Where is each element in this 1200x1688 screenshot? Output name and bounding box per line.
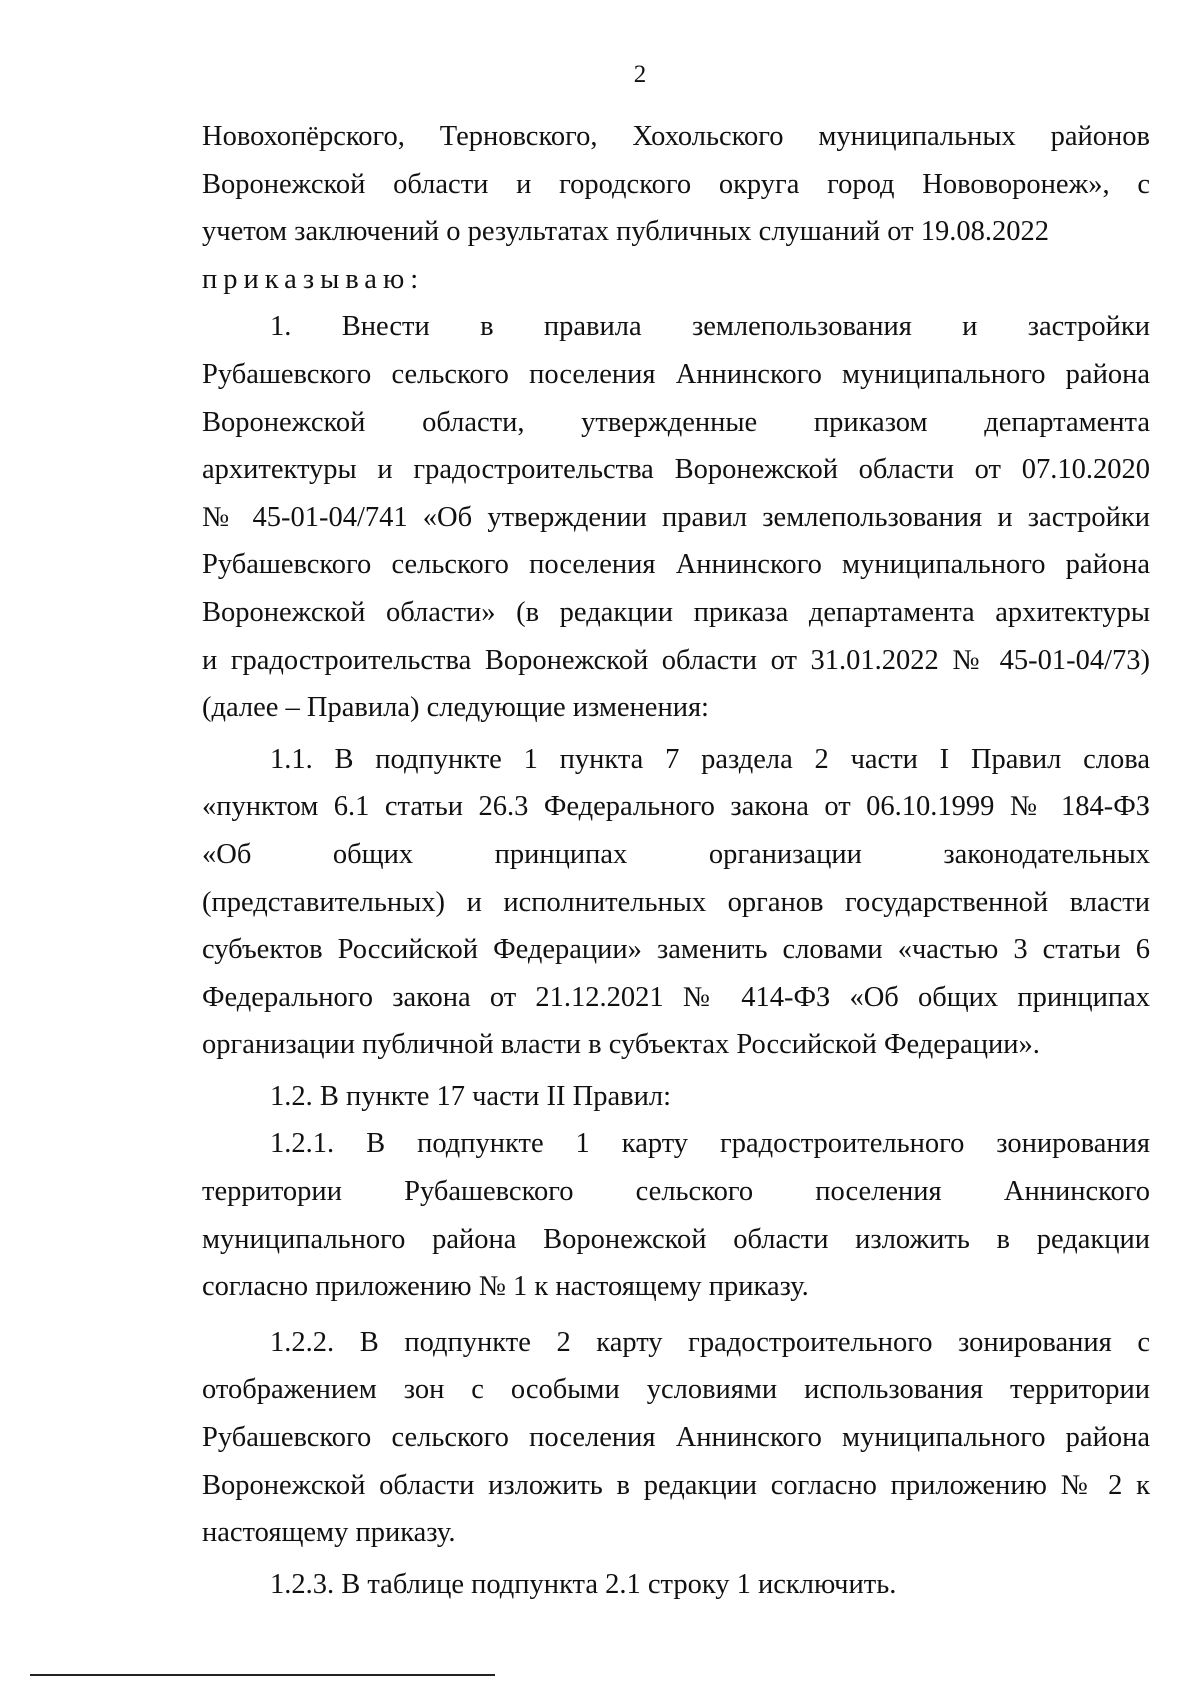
text-line: «Об общих принципах организации законодательных xyxy=(202,838,1150,870)
text-line: «пунктом 6.1 статьи 26.3 Федерального закона от 06.10.1999 № 184-ФЗ xyxy=(202,791,1150,823)
text-line: 1.2. В пункте 17 части II Правил: xyxy=(270,1080,671,1112)
text-line: организации публичной власти в субъектах Российской Федерации». xyxy=(202,1029,1040,1061)
text-line: (далее – Правила) следующие изменения: xyxy=(202,692,709,724)
text-line: настоящему приказу. xyxy=(202,1517,456,1549)
document-body xyxy=(202,113,1150,1608)
text-line: 1.2.3. В таблице подпункта 2.1 строку 1 исключить. xyxy=(270,1568,897,1600)
text-line: архитектуры и градостроительства Воронежской области от 07.10.2020 xyxy=(202,454,1150,486)
text-line: Воронежской области, утвержденные приказом департамента xyxy=(202,406,1150,438)
page-number: 2 xyxy=(633,61,647,88)
order-word: приказываю: xyxy=(202,263,425,295)
text-line: (представительных) и исполнительных органов государственной власти xyxy=(202,886,1150,918)
text-line: Федерального закона от 21.12.2021 № 414-ФЗ «Об общих принципах xyxy=(202,981,1150,1013)
text-line: № 45-01-04/741 «Об утверждении правил землепользования и застройки xyxy=(202,501,1150,533)
text-line: территории Рубашевского сельского поселения Аннинского xyxy=(202,1176,1150,1208)
text-line: согласно приложению № 1 к настоящему приказу. xyxy=(202,1271,809,1303)
text-line: Воронежской области изложить в редакции согласно приложению № 2 к xyxy=(202,1469,1150,1501)
text-line: 1.2.1. В подпункте 1 карту градостроительного зонирования xyxy=(270,1128,1150,1160)
text-line: субъектов Российской Федерации» заменить словами «частью 3 статьи 6 xyxy=(202,934,1150,966)
text-line: Новохопёрского, Терновского, Хохольского муниципальных районов xyxy=(202,121,1150,152)
text-line: 1.2.2. В подпункте 2 карту градостроительного зонирования с xyxy=(270,1326,1150,1358)
text-line: 1.1. В подпункте 1 пункта 7 раздела 2 части I Правил слова xyxy=(270,743,1150,775)
text-line: Воронежской области и городского округа город Нововоронеж», с xyxy=(202,168,1150,200)
text-line: 1. Внести в правила землепользования и застройки xyxy=(270,311,1150,343)
text-line: Рубашевского сельского поселения Аннинского муниципального района xyxy=(202,358,1150,390)
text-line: Рубашевского сельского поселения Аннинского муниципального района xyxy=(202,549,1150,581)
footer-divider xyxy=(30,1674,495,1676)
text-line: Рубашевского сельского поселения Аннинского муниципального района xyxy=(202,1422,1150,1454)
text-line: учетом заключений о результатах публичных слушаний от 19.08.2022 xyxy=(202,216,1049,248)
text-line: отображением зон с особыми условиями использования территории xyxy=(202,1374,1150,1406)
text-line: муниципального района Воронежской области изложить в редакции xyxy=(202,1223,1150,1255)
text-line: Воронежской области» (в редакции приказа департамента архитектуры xyxy=(202,596,1150,628)
text-line: и градостроительства Воронежской области от 31.01.2022 № 45-01-04/73) xyxy=(202,644,1150,676)
